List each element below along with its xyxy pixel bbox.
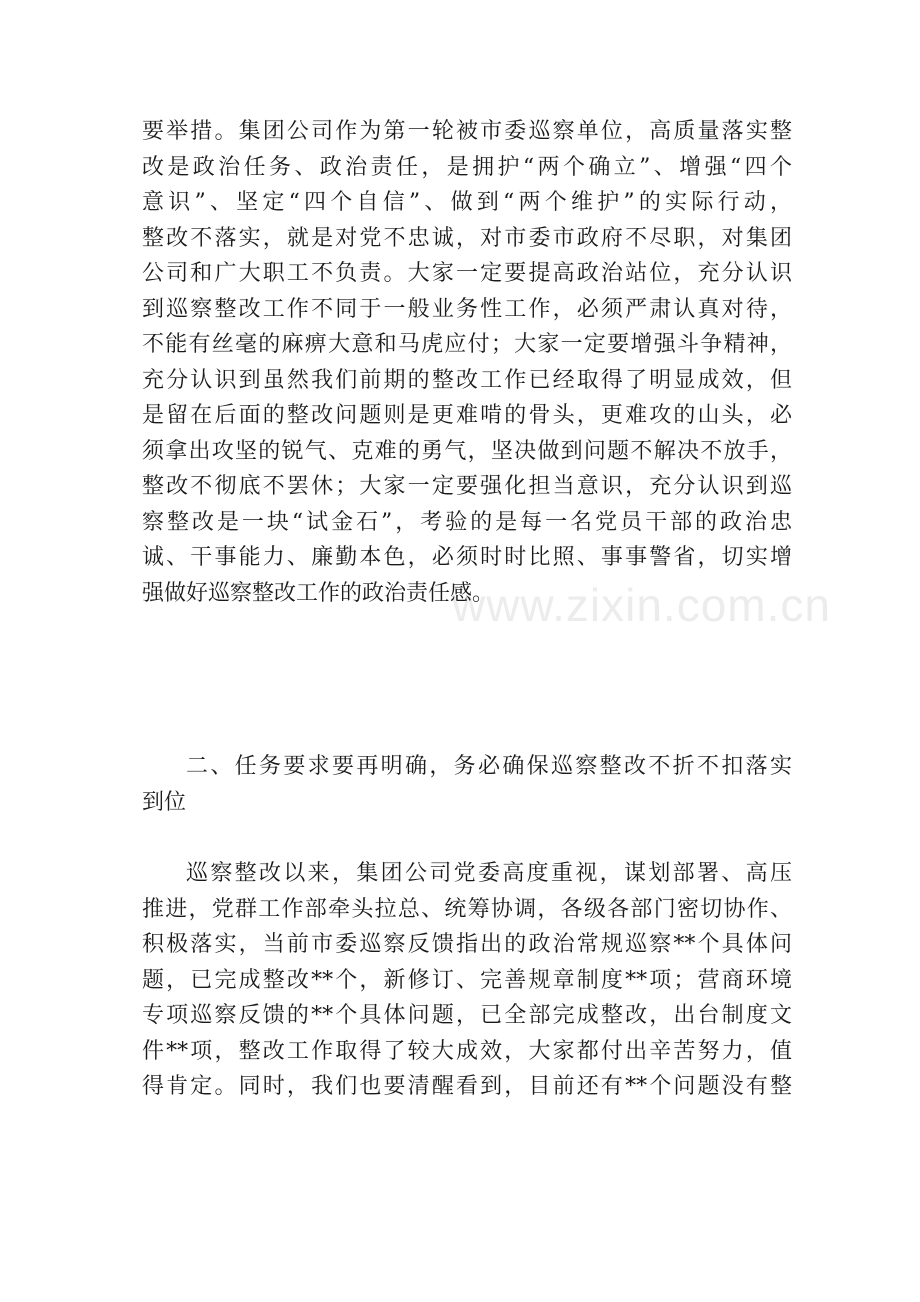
paragraph-line: 题，已完成整改**个，新修订、完善规章制度**项；营商环境 (142, 967, 792, 993)
paragraph-line: 巡察整改以来，集团公司党委高度重视，谋划部署、高压 (186, 861, 792, 886)
paragraph-line: 充分认识到虽然我们前期的整改工作已经取得了明显成效，但 (142, 367, 792, 393)
paragraph-line: 须拿出攻坚的锐气、克难的勇气，坚决做到问题不解决不放手， (142, 438, 792, 464)
paragraph-line: 是留在后面的整改问题则是更难啃的骨头，更难攻的山头，必 (142, 403, 792, 428)
paragraph-line: 改是政治任务、政治责任，是拥护“两个确立”、增强“四个 (142, 154, 792, 180)
section-heading (142, 749, 792, 820)
paragraph-line: 推进，党群工作部牵头拉总、统筹协调，各级各部门密切协作、 (142, 896, 792, 922)
paragraph-line: 强做好巡察整改工作的政治责任感。 (142, 580, 495, 606)
heading-line: 到位 (142, 789, 187, 815)
paragraph-line: 公司和广大职工不负责。大家一定要提高政治站位，充分认识 (142, 261, 792, 286)
heading-line: 二、任务要求要再明确，务必确保巡察整改不折不扣落实 (186, 754, 792, 779)
paragraph-line: 专项巡察反馈的**个具体问题，已全部完成整改，出台制度文 (142, 1003, 792, 1028)
paragraph-line: 要举措。集团公司作为第一轮被市委巡察单位，高质量落实整 (142, 119, 792, 144)
paragraph-line: 积极落实，当前市委巡察反馈指出的政治常规巡察**个具体问 (142, 932, 792, 957)
paragraph-line: 到巡察整改工作不同于一般业务性工作，必须严肃认真对待， (142, 296, 792, 322)
paragraph-line: 意识”、坚定“四个自信”、做到“两个维护”的实际行动， (142, 190, 792, 215)
paragraph-line: 不能有丝毫的麻痹大意和马虎应付；大家一定要增强斗争精神， (142, 332, 792, 357)
paragraph-line: 得肯定。同时，我们也要清醒看到，目前还有**个问题没有整 (142, 1074, 792, 1099)
paragraph-line: 诚、干事能力、廉勤本色，必须时时比照、事事警省，切实增 (142, 545, 792, 570)
paragraph-line: 整改不彻底不罢休；大家一定要强化担当意识，充分认识到巡 (142, 474, 792, 499)
paragraph-line: 察整改是一块“试金石”，考验的是每一名党员干部的政治忠 (142, 509, 792, 535)
paragraph-1 (142, 114, 792, 611)
watermark: www.zixin.com.cn (452, 579, 831, 631)
paragraph-2 (142, 856, 792, 1105)
paragraph-line: 件**项，整改工作取得了较大成效，大家都付出辛苦努力，值 (142, 1038, 792, 1064)
paragraph-line: 整改不落实，就是对党不忠诚，对市委市政府不尽职，对集团 (142, 225, 792, 251)
